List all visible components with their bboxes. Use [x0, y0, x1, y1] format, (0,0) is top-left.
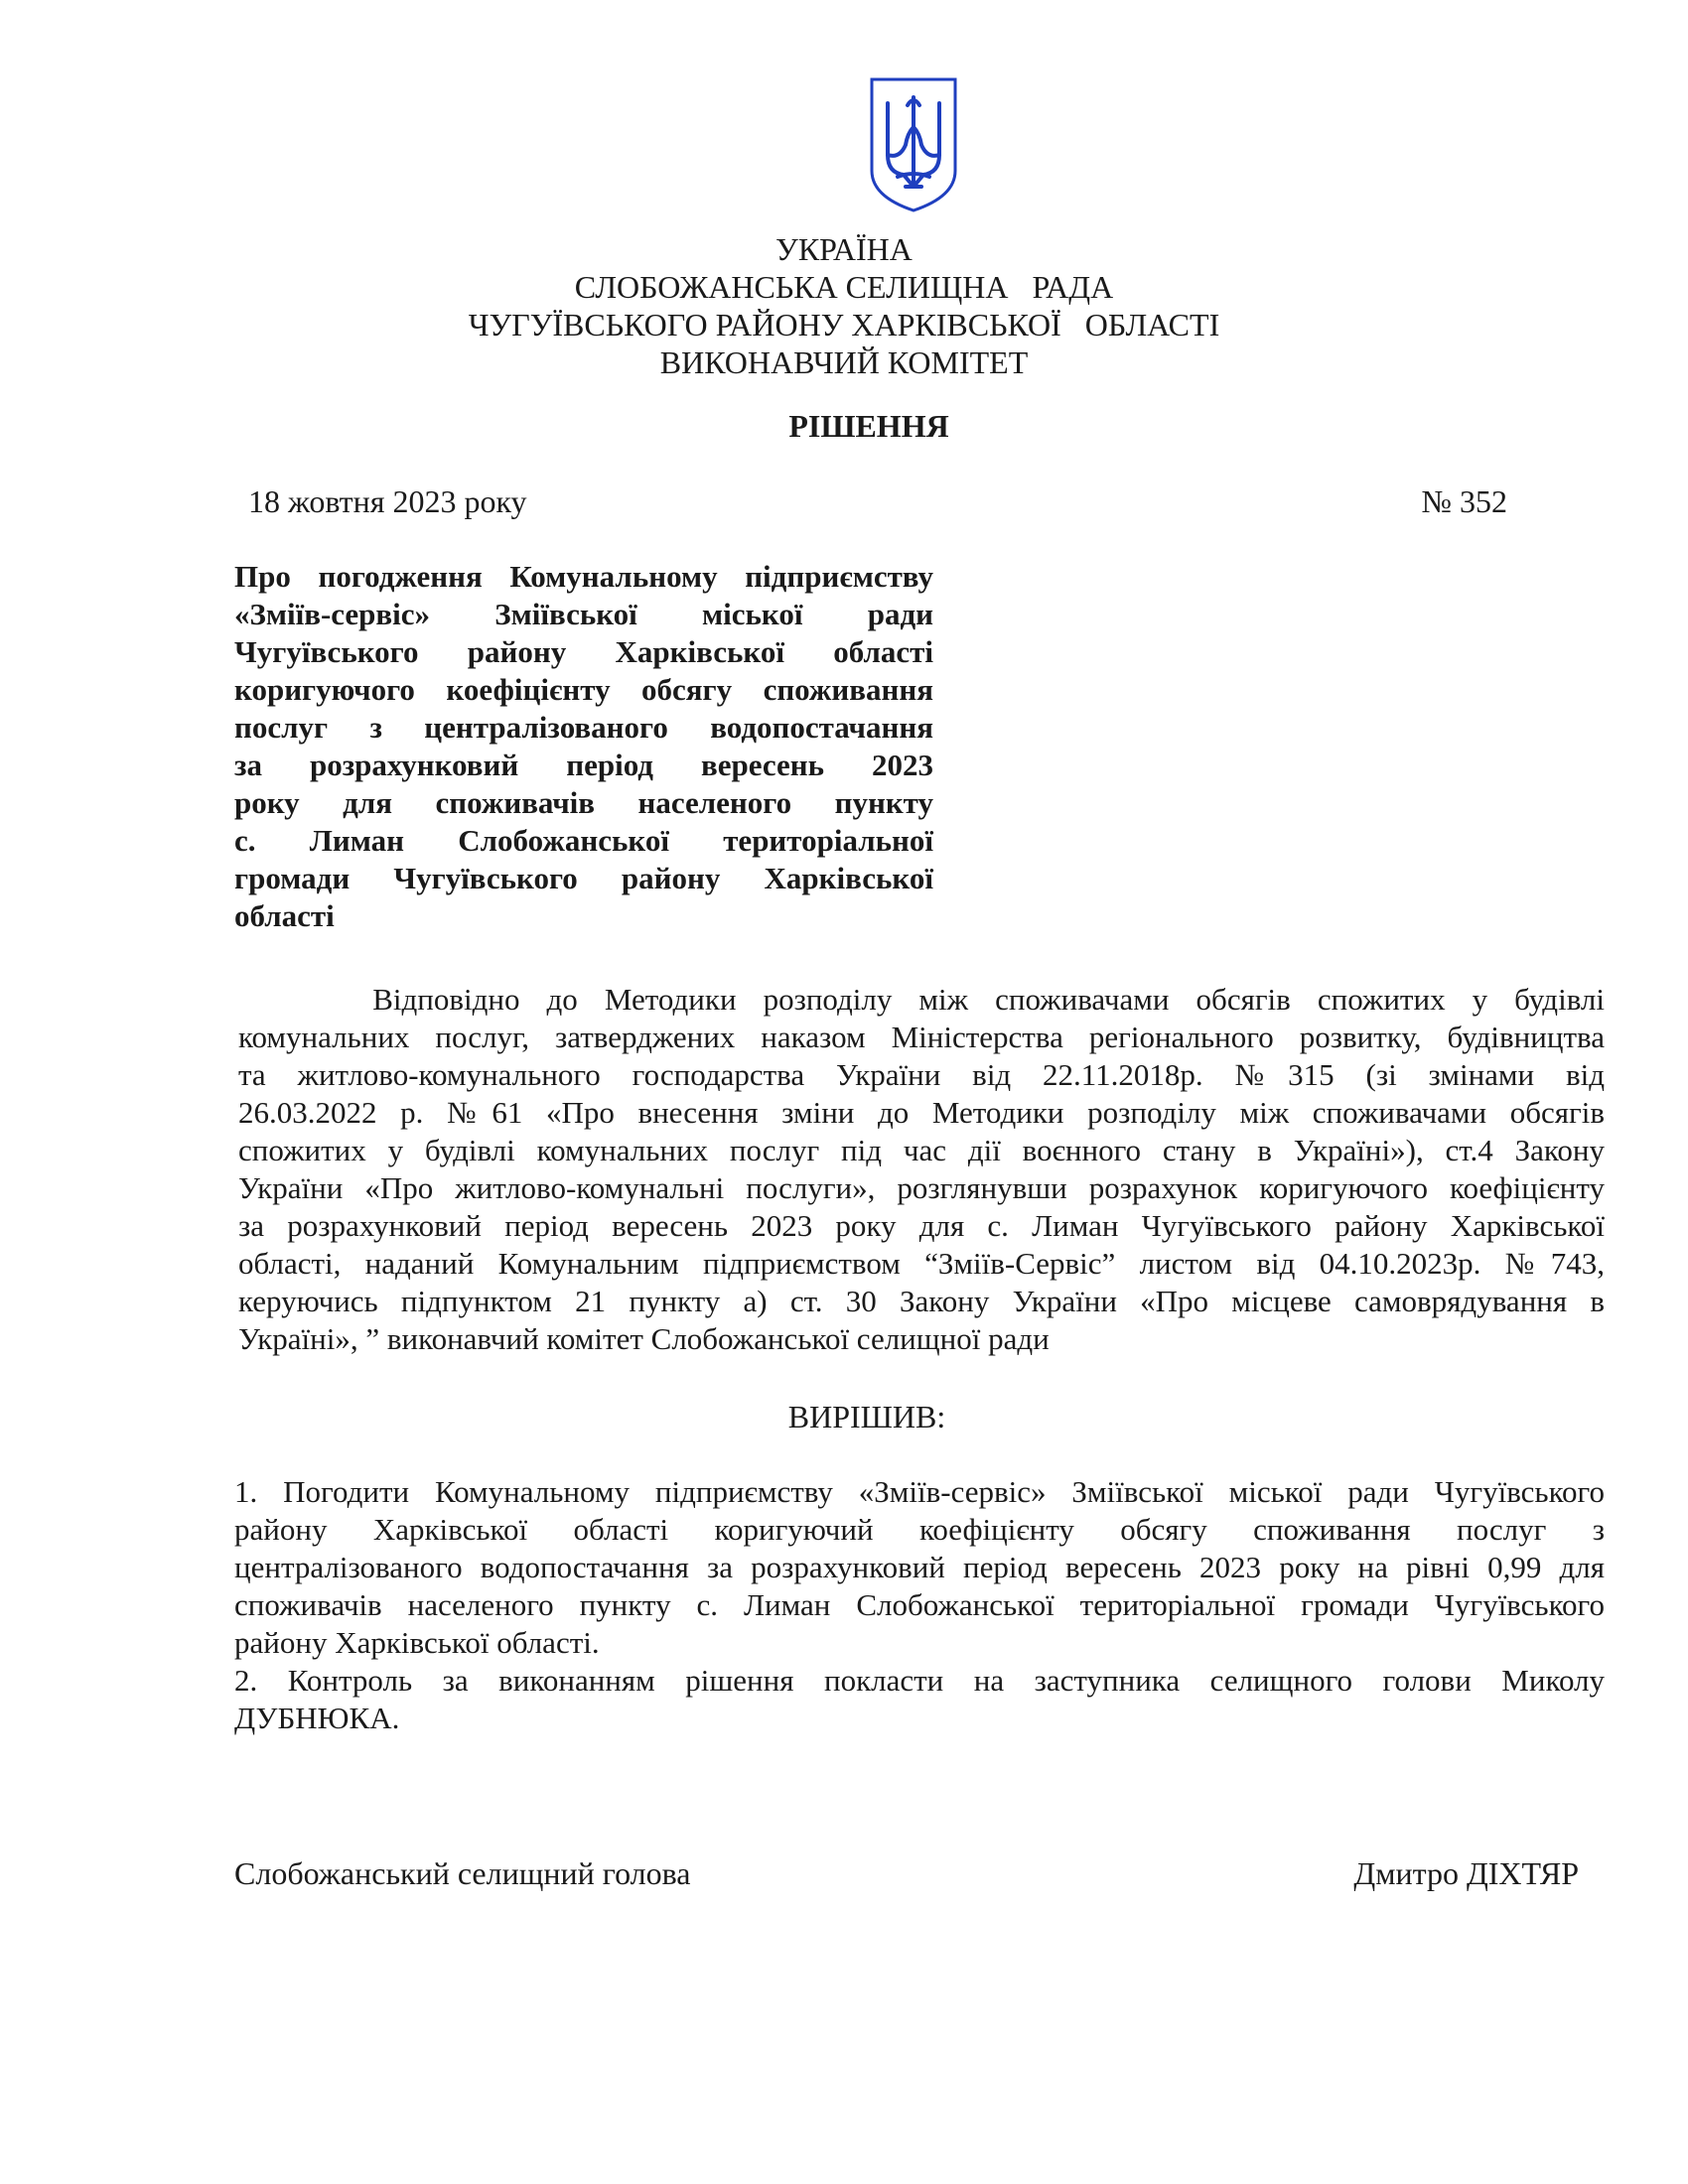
- signatory-name: Дмитро ДІХТЯР: [1353, 1855, 1579, 1891]
- preamble-line: 26.03.2022 р. №61 «Про внесення зміни до Методики розподілу між споживачами обсягів: [238, 1095, 1605, 1130]
- item-line: ДУБНЮКА.: [234, 1701, 400, 1735]
- item-line: 2. Контроль за виконанням рішення покласти на заступника селищного голови Миколу: [234, 1663, 1605, 1698]
- item-line: споживачів населеного пункту с. Лиман Слобожанської територіальної громади Чугуївського: [234, 1587, 1605, 1622]
- document-date: 18 жовтня 2023 року: [248, 483, 527, 519]
- preamble-line: Україні», ” виконавчий комітет Слобожанської селищної ради: [238, 1321, 1050, 1356]
- subject-line: с. Лиман Слобожанської територіальної: [234, 823, 933, 858]
- preamble-line: України «Про житлово-комунальні послуги», розглянувши розрахунок коригуючого коефіцієнту: [238, 1170, 1605, 1205]
- signatory-title: Слобожанський селищний голова: [234, 1855, 691, 1891]
- document-number: № 352: [1421, 483, 1507, 519]
- item-line: централізованого водопостачання за розрахунковий період вересень 2023 року на рівні 0,99 для: [234, 1550, 1605, 1584]
- district-name: ЧУГУЇВСЬКОГО РАЙОНУ ХАРКІВСЬКОЇ ОБЛАСТІ: [468, 307, 1220, 342]
- subject-line: Про погодження Комунальному підприємству: [234, 559, 933, 594]
- council-name: СЛОБОЖАНСЬКА СЕЛИЩНА РАДА: [574, 269, 1114, 305]
- resolution-items: [234, 1473, 1605, 1737]
- subject-line: Чугуївського району Харківської області: [234, 634, 933, 669]
- subject-line: коригуючого коефіцієнту обсягу споживання: [234, 672, 933, 707]
- subject-line: послуг з централізованого водопостачання: [234, 710, 933, 745]
- item-line: району Харківської області коригуючий коефіцієнту обсягу споживання послуг з: [234, 1512, 1605, 1547]
- document-title: РІШЕННЯ: [788, 408, 949, 444]
- subject-line: громади Чугуївського району Харківської: [234, 861, 933, 895]
- preamble-line: Відповідно до Методики розподілу між споживачами обсягів спожитих у будівлі: [238, 982, 1605, 1017]
- ukraine-trident-coat-of-arms-icon: [868, 75, 959, 214]
- subject-line: за розрахунковий період вересень 2023: [234, 748, 933, 782]
- subject-line: року для споживачів населеного пункту: [234, 785, 933, 820]
- subject-line: області: [234, 898, 335, 933]
- preamble-line: області, наданий Комунальним підприємством “Зміїв-Сервіс” листом від 04.10.2023р. №743,: [238, 1246, 1605, 1281]
- preamble-paragraph: [238, 981, 1605, 1358]
- preamble-line: та житлово-комунального господарства України від 22.11.2018р. №315 (зі змінами від: [238, 1057, 1605, 1092]
- preamble-line: спожитих у будівлі комунальних послуг під час дії воєнного стану в Україні»), ст.4 Закону: [238, 1133, 1605, 1167]
- subject-line: «Зміїв-сервіс» Зміївської міської ради: [234, 597, 933, 631]
- item-line: 1. Погодити Комунальному підприємству «Зміїв-сервіс» Зміївської міської ради Чугуївського: [234, 1474, 1605, 1509]
- country-name: УКРАЇНА: [775, 231, 913, 267]
- item-line: району Харківської області.: [234, 1625, 600, 1660]
- decision-subject: [234, 558, 933, 935]
- preamble-line: комунальних послуг, затверджених наказом Міністерства регіонального розвитку, будівництва: [238, 1020, 1605, 1054]
- committee-name: ВИКОНАВЧИЙ КОМІТЕТ: [659, 344, 1029, 380]
- preamble-line: керуючись підпунктом 21 пункту а) ст. 30 Закону України «Про місцеве самоврядування в: [238, 1284, 1605, 1318]
- resolved-heading: ВИРІШИВ:: [787, 1399, 946, 1434]
- preamble-line: за розрахунковий період вересень 2023 року для с. Лиман Чугуївського району Харківської: [238, 1208, 1605, 1243]
